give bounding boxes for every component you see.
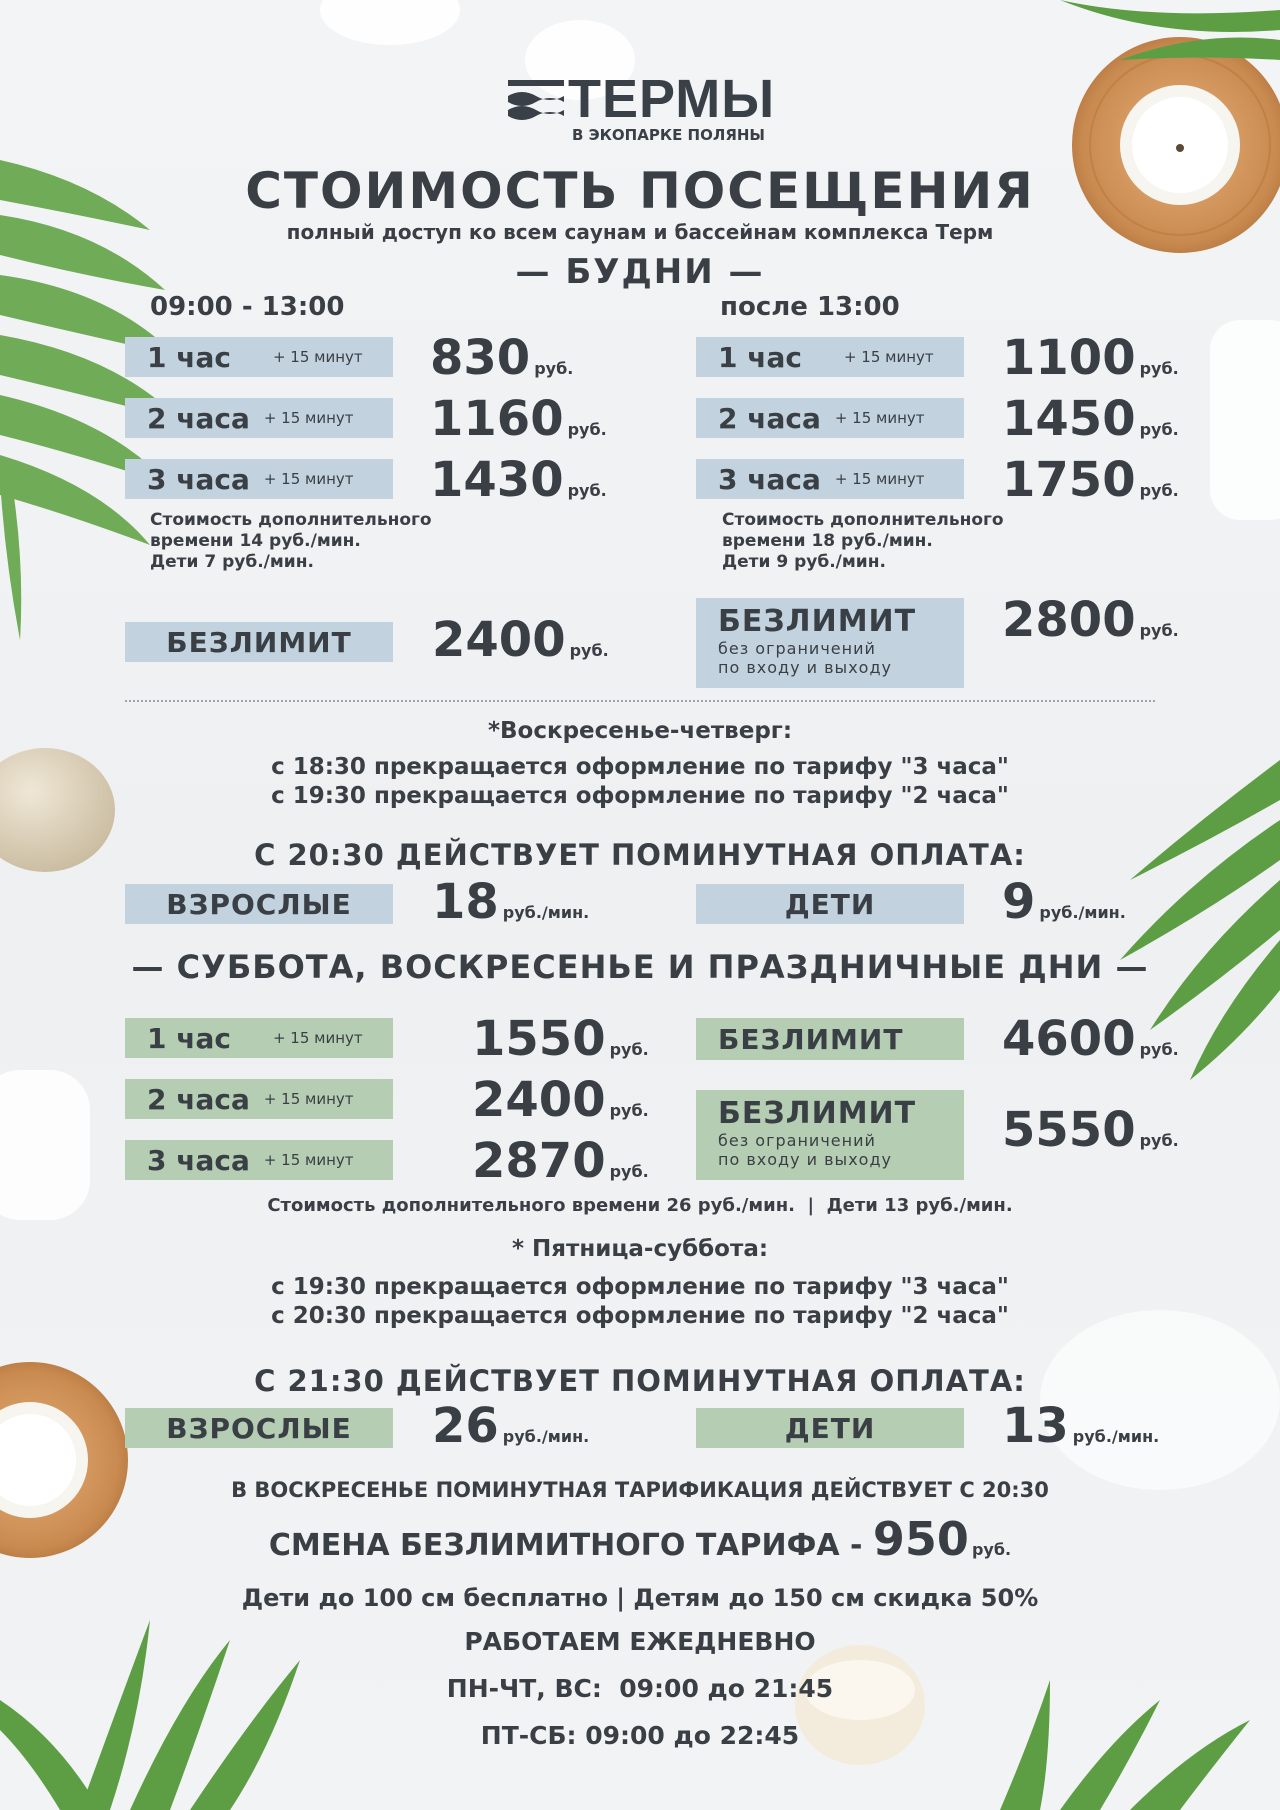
- price-weekend-kids: 13 руб./мин.: [1002, 1398, 1160, 1454]
- weekend-notice-line-2: с 20:30 прекращается оформление по тарифу "2 часа": [271, 1303, 1009, 1329]
- morning-extra-note: Стоимость дополнительного времени 14 руб./мин. Дети 7 руб./мин.: [150, 510, 432, 572]
- weekday-kids: ДЕТИ: [696, 884, 964, 924]
- price-unlimited-morning: 2400 руб.: [432, 612, 609, 668]
- palm-leaves-top-right: [1060, 0, 1280, 60]
- weekend-notice-title: * Пятница-суббота:: [511, 1236, 769, 1262]
- price-weekday-kids: 9 руб./мин.: [1002, 874, 1126, 930]
- weekday-notice-line-2: с 19:30 прекращается оформление по тарифу "2 часа": [271, 783, 1009, 809]
- unlimited-afternoon: БЕЗЛИМИТ без ограничений по входу и выходу: [696, 598, 964, 688]
- price-2h-weekend: 2400 руб.: [472, 1072, 649, 1128]
- tariff-2h-weekend: 2 часа + 15 минут: [125, 1079, 393, 1119]
- tariff-3h-morning: 3 часа + 15 минут: [125, 459, 393, 499]
- page-subtitle: полный доступ ко всем саунам и бассейнам комплекса Терм: [286, 220, 994, 244]
- price-weekday-adults: 18 руб./мин.: [432, 874, 590, 930]
- price-weekend-adults: 26 руб./мин.: [432, 1398, 590, 1454]
- unlimited-morning: БЕЗЛИМИТ: [125, 622, 393, 662]
- weekend-heading: — СУББОТА, ВОСКРЕСЕНЬЕ И ПРАЗДНИЧНЫЕ ДНИ —: [131, 948, 1149, 986]
- price-unlimited-full-weekend: 5550 руб.: [1002, 1102, 1179, 1158]
- price-1h-afternoon: 1100 руб.: [1002, 330, 1179, 386]
- afternoon-time: после 13:00: [720, 292, 900, 322]
- morning-time: 09:00 - 13:00: [150, 292, 345, 322]
- sunday-note: В ВОСКРЕСЕНЬЕ ПОМИНУТНАЯ ТАРИФИКАЦИЯ ДЕЙСТВУЕТ С 20:30: [231, 1478, 1049, 1502]
- weekend-extra-note: Стоимость дополнительного времени 26 руб./мин. | Дети 13 руб./мин.: [267, 1195, 1013, 1216]
- price-unlimited-afternoon: 2800 руб.: [1002, 592, 1179, 648]
- hours-mon-thu: ПН-ЧТ, ВС: 09:00 до 21:45: [446, 1674, 834, 1703]
- weekday-notice-line-1: с 18:30 прекращается оформление по тарифу "3 часа": [271, 754, 1009, 780]
- tariff-1h-morning: 1 час + 15 минут: [125, 337, 393, 377]
- price-3h-morning: 1430 руб.: [430, 452, 607, 508]
- weekend-kids: ДЕТИ: [696, 1408, 964, 1448]
- divider: [125, 700, 1155, 702]
- unlimited-full-weekend: БЕЗЛИМИТ без ограничений по входу и выходу: [696, 1090, 964, 1180]
- brand-name: ТЕРМЫ: [568, 69, 776, 129]
- waves-icon: [508, 78, 566, 124]
- logo: [508, 69, 778, 144]
- tariff-3h-weekend: 3 часа + 15 минут: [125, 1140, 393, 1180]
- hours-fri-sat: ПТ-СБ: 09:00 до 22:45: [480, 1721, 800, 1750]
- weekday-per-minute-heading: С 20:30 ДЕЙСТВУЕТ ПОМИНУТНАЯ ОПЛАТА:: [254, 838, 1026, 872]
- unlimited-weekend: БЕЗЛИМИТ: [696, 1018, 964, 1060]
- weekend-per-minute-heading: С 21:30 ДЕЙСТВУЕТ ПОМИНУТНАЯ ОПЛАТА:: [254, 1364, 1026, 1398]
- tariff-2h-morning: 2 часа + 15 минут: [125, 398, 393, 438]
- afternoon-extra-note: Стоимость дополнительного времени 18 руб./мин. Дети 9 руб./мин.: [722, 510, 1004, 572]
- weekday-adults: ВЗРОСЛЫЕ: [125, 884, 393, 924]
- weekend-notice-line-1: с 19:30 прекращается оформление по тарифу "3 часа": [271, 1274, 1009, 1300]
- unlimited-change: СМЕНА БЕЗЛИМИТНОГО ТАРИФА - 950 руб.: [268, 1512, 1012, 1566]
- price-2h-morning: 1160 руб.: [430, 391, 607, 447]
- tariff-2h-afternoon: 2 часа + 15 минут: [696, 398, 964, 438]
- brand-tagline: В ЭКОПАРКЕ ПОЛЯНЫ: [572, 126, 765, 144]
- price-3h-weekend: 2870 руб.: [472, 1133, 649, 1189]
- price-unlimited-weekend: 4600 руб.: [1002, 1011, 1179, 1067]
- tariff-3h-afternoon: 3 часа + 15 минут: [696, 459, 964, 499]
- weekdays-heading: — БУДНИ —: [515, 252, 765, 292]
- page-title: СТОИМОСТЬ ПОСЕЩЕНИЯ: [245, 162, 1035, 220]
- daily-note: РАБОТАЕМ ЕЖЕДНЕВНО: [464, 1627, 816, 1656]
- price-2h-afternoon: 1450 руб.: [1002, 391, 1179, 447]
- price-1h-weekend: 1550 руб.: [472, 1011, 649, 1067]
- tariff-1h-afternoon: 1 час + 15 минут: [696, 337, 964, 377]
- price-3h-afternoon: 1750 руб.: [1002, 452, 1179, 508]
- tariff-1h-weekend: 1 час + 15 минут: [125, 1018, 393, 1058]
- kids-note: Дети до 100 см бесплатно | Детям до 150 см скидка 50%: [241, 1584, 1039, 1612]
- weekend-adults: ВЗРОСЛЫЕ: [125, 1408, 393, 1448]
- weekday-notice-title: *Воскресенье-четверг:: [487, 718, 793, 744]
- price-1h-morning: 830 руб.: [430, 330, 574, 386]
